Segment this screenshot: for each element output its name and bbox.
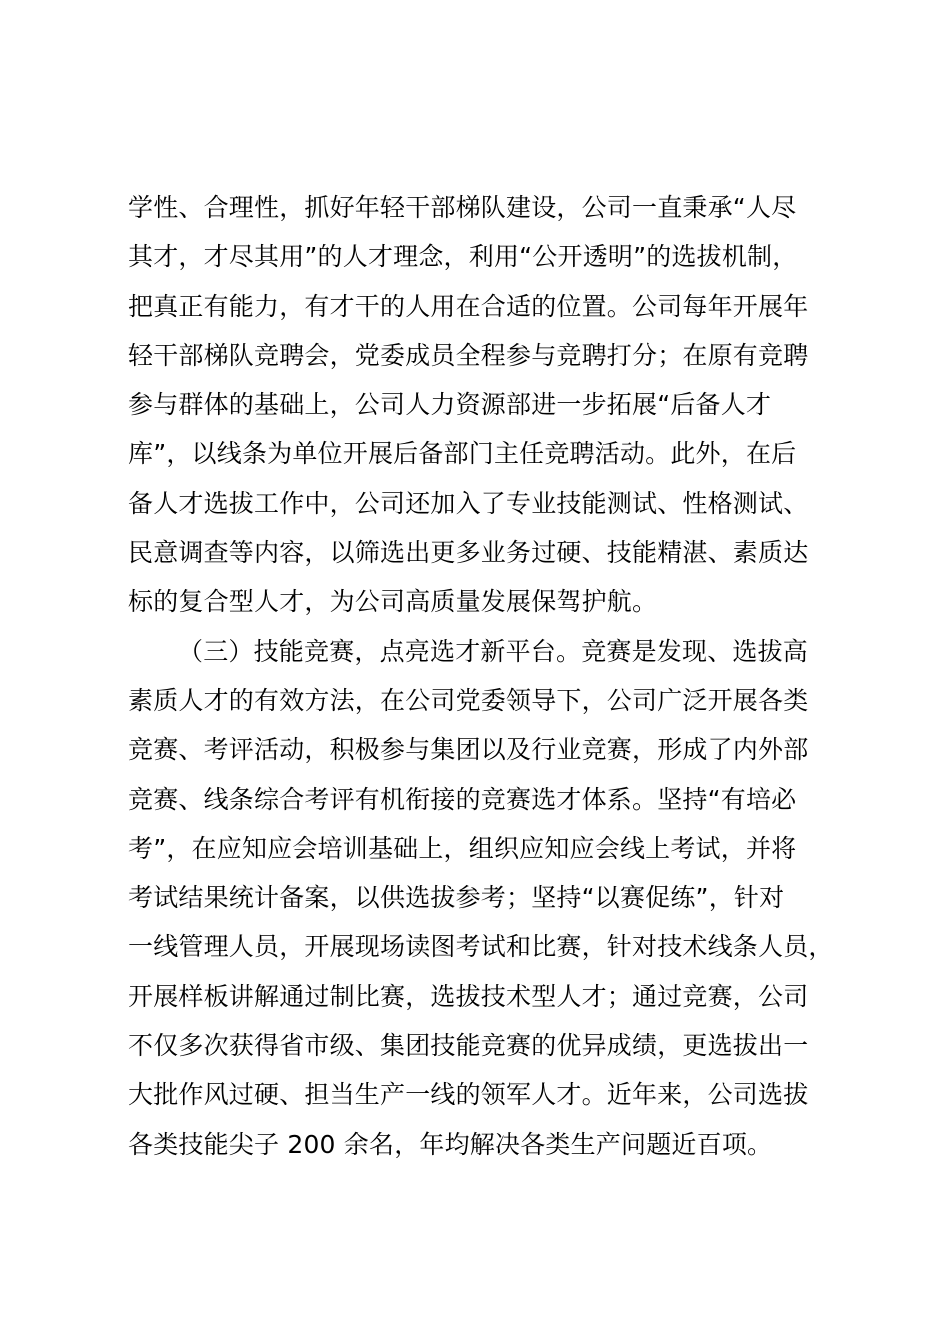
text-line: 参与群体的基础上，公司人力资源部进一步拓展“后备人才 — [128, 390, 772, 420]
text-line: 大批作风过硬、担当生产一线的领军人才。近年来，公司选拔 — [128, 1080, 809, 1110]
text-line: 标的复合型人才，为公司高质量发展保驾护航。 — [128, 587, 658, 617]
body-text — [128, 183, 868, 1169]
text-line: 把真正有能力，有才干的人用在合适的位置。公司每年开展年 — [128, 291, 809, 321]
text-line: 素质人才的有效方法，在公司党委领导下，公司广泛开展各类 — [128, 685, 809, 715]
text-line: 竞赛、线条综合考评有机衔接的竞赛选才体系。坚持“有培必 — [128, 784, 797, 814]
text-line: 不仅多次获得省市级、集团技能竞赛的优异成绩，更选拔出一 — [128, 1031, 809, 1061]
text-line: 学性、合理性，抓好年轻干部梯队建设，公司一直秉承“人尽 — [128, 193, 797, 222]
section-heading-line: （三）技能竞赛，点亮选才新平台。竞赛是发现、选拔高 — [178, 636, 809, 666]
text-line: 备人才选拔工作中，公司还加入了专业技能测试、性格测试、 — [128, 488, 809, 518]
text-line: 库”，以线条为单位开展后备部门主任竞聘活动。此外，在后 — [128, 439, 797, 469]
text-line: 考”，在应知应会培训基础上，组织应知应会线上考试，并将 — [128, 833, 797, 863]
text-line: 考试结果统计备案，以供选拔参考；坚持“以赛促练”，针对 — [128, 883, 785, 913]
text-line: 民意调查等内容，以筛选出更多业务过硬、技能精湛、素质达 — [128, 538, 809, 568]
text-line: 各类技能尖子 200 余名，年均解决各类生产问题近百项。 — [128, 1129, 773, 1159]
text-line: 轻干部梯队竞聘会，党委成员全程参与竞聘打分；在原有竞聘 — [128, 340, 809, 370]
text-line: 一线管理人员，开展现场读图考试和比赛，针对技术线条人员， — [128, 932, 834, 962]
text-line: 开展样板讲解通过制比赛，选拔技术型人才；通过竞赛，公司 — [128, 981, 809, 1011]
text-line: 其才，才尽其用”的人才理念，利用“公开透明”的选拔机制， — [128, 242, 798, 272]
text-line: 竞赛、考评活动，积极参与集团以及行业竞赛，形成了内外部 — [128, 735, 809, 765]
